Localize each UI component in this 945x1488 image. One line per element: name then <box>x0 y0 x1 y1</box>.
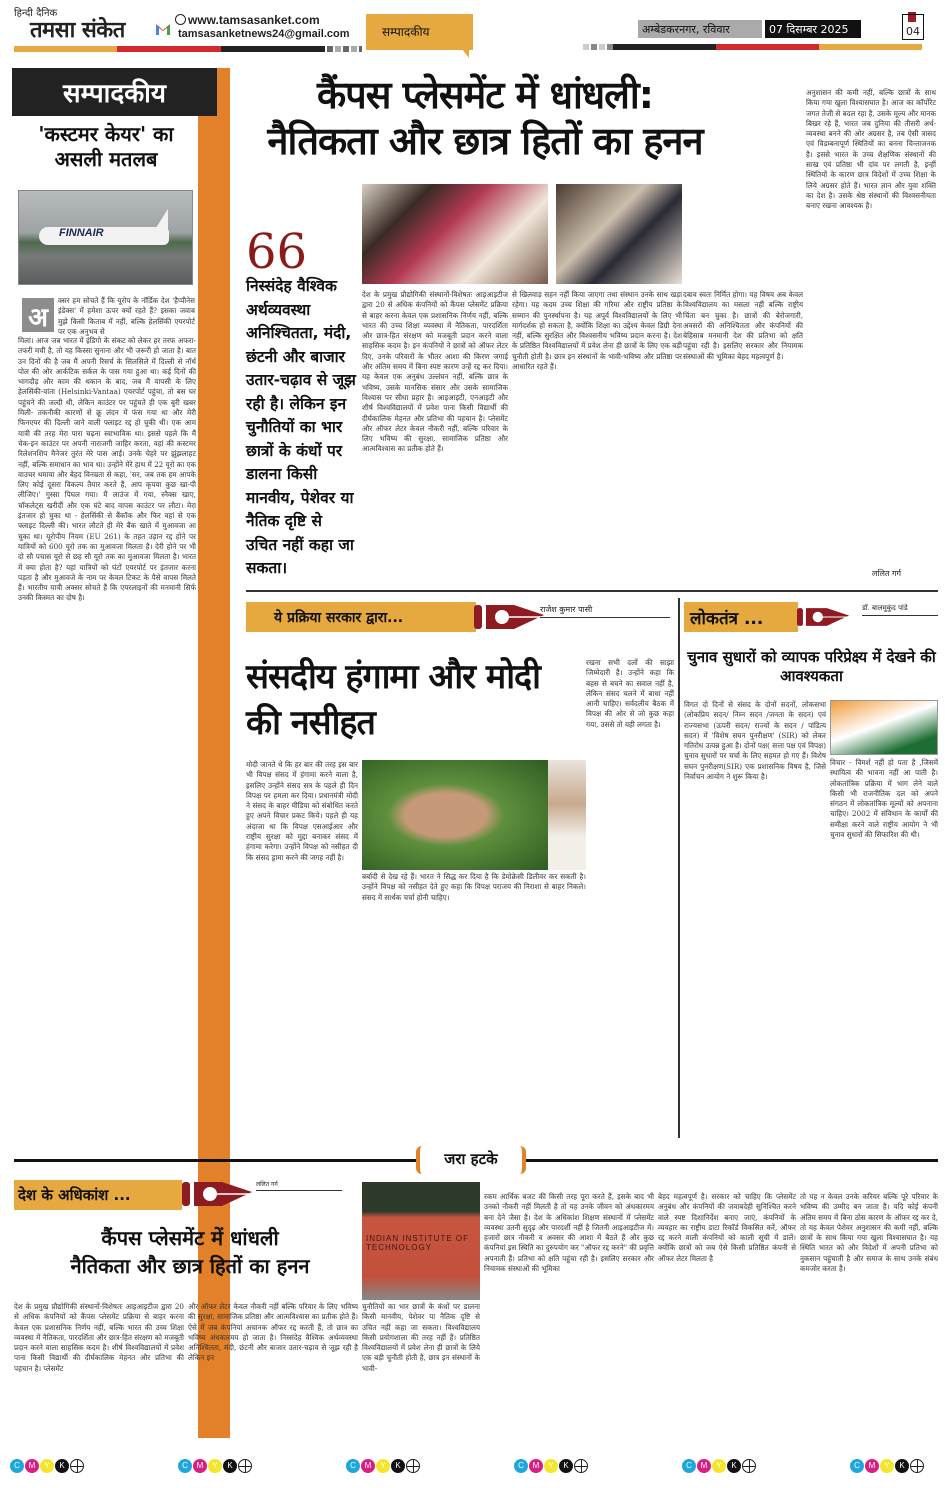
cmyk-dot-c: C <box>10 1459 24 1473</box>
gmail-icon <box>155 22 171 36</box>
cmyk-dot-y: Y <box>880 1459 894 1473</box>
bottom-col-4: रकम आर्थिक बजट की किसी तरह पूरा करते हैं, इसके बाद भी उनको नौकरी नहीं मिलती है तो यह उनके जीवन को अंधकारमय बना देने जैसा है। देश के अधिकांश शिक्षण संस्थानों में प्लेसमेंट व्यवस्था उतनी सुदृढ़ और पारदर्शी नहीं है जितनी आइआइटीज में। हजारों छात्र नौकरी व अवसर की आशा में बैठते हैं और कुछ कंपनियां इस स्थिति का दुरुपयोग कर "ऑफर रद्द करने" की प्रवृत्ति अपनाती हैं। प्रतिभा को क्षति पहुंचा रही है। इसलिए सरकार और नियामक संस्थाओं की भूमिका <box>484 1192 654 1274</box>
main-col-4: अनुशासन की कमी नहीं, बल्कि छात्रों के साथ किया गया खुला विश्वासघात है। आज का कॉर्पोरेट जगत तेजी से बदल रहा है, उसके मूल्य और मानक बिखर रहे हैं, भारत जब दुनिया की तीसरी अर्थ-व्यवस्था बनने की ओर अग्रसर है, तब ऐसी त्रासद एवं विडम्बनापूर्ण स्थितियों का बनना चिन्ताजनक है। इससे भारत के उच्च शैक्षणिक संस्थानों की साख एवं प्रतिष्ठा भी दांव पर लगती है, इन्हीं स्थितियों के कारण छात्र विदेशों में उच्च शिक्षा के लिये अग्रसर होते हैं। भारत ज्ञान और युवा शक्ति का देश है। उसके श्रेष्ठ संस्थानों की विश्वसनीयता बनाए रखना आवश्यक है। <box>806 88 936 211</box>
modi-portrait-image <box>548 760 586 870</box>
cmyk-dot-y: Y <box>40 1459 54 1473</box>
cmyk-dot-k: K <box>391 1459 405 1473</box>
cmyk-mark <box>10 1458 84 1474</box>
cmyk-dot-m: M <box>25 1459 39 1473</box>
main-byline: ललित गर्ग <box>872 569 902 578</box>
section-tab: सम्पादकीय <box>366 14 473 50</box>
cmyk-dot-k: K <box>895 1459 909 1473</box>
masthead-bar-yellow <box>14 46 117 52</box>
registration-crosshair-icon <box>574 1459 588 1473</box>
parliament-tag: ये प्रक्रिया सरकार द्वारा... <box>246 602 476 632</box>
parliament-byline: राजेश कुमार पासी <box>540 604 670 618</box>
main-headline-line1: कैंपस प्लेसमेंट में धांधली: <box>317 73 653 117</box>
registration-crosshair-icon <box>70 1459 84 1473</box>
main-col-3: दबाव स्वतः निर्मित होगा। यह विषय अब केवल विश्वविद्यालय का मसला नहीं बल्कि राष्ट्रीय चिंता बन चुका है। छात्रों की बेरोजगारी, अवसरों की अनिश्चितता और कंपनियों की बेहिसाब मनमानी देश की प्रतिभा को क्षति पहुंचा रही है। इसलिए सरकार और नियामक संस्थाओं की भूमिका बेहद महत्वपूर्ण है। <box>683 290 803 361</box>
registration-crosshair-icon <box>910 1459 924 1473</box>
cmyk-dot-c: C <box>682 1459 696 1473</box>
cmyk-dot-k: K <box>559 1459 573 1473</box>
election-tag: लोकतंत्र ... <box>684 602 798 632</box>
cmyk-dot-y: Y <box>208 1459 222 1473</box>
registration-crosshair-icon <box>742 1459 756 1473</box>
masthead-bar-gray-blocks <box>327 46 362 52</box>
website-link[interactable] <box>175 13 320 27</box>
website-text: www.tamsasanket.com <box>188 13 320 27</box>
parliament-col-1: मोदी जानते थे कि हर बार की तरह इस बार भी विपक्ष संसद में हंगामा करने वाला है, इसलिए उन्होंने संसद सत्र के पहले ही दिन विपक्ष पर हमला कर दिया। प्रधानमंत्री मोदी ने संसद के बाहर मीडिया को संबोधित करते हुए अपने विचार प्रकट किये। पहले ही यह अंदाजा था कि विपक्ष एसआईआर और राष्ट्रीय सुरक्षा को मुद्दा बनाकर संसद में हंगामा करेगा। उन्होंने विपक्ष को नसीहत दी कि संसद ड्रामा करने की जगह नहीं है। <box>246 760 358 862</box>
cmyk-dot-c: C <box>850 1459 864 1473</box>
main-col-1: देश के प्रमुख प्रौद्योगिकी संस्थानों-विशेषतः आइआइटीज द्वारा 20 से अधिक कंपनियों को कैंपस प्लेसमेंट प्रक्रिया से बाहर करना केवल एक प्रशासनिक निर्णय नहीं, बल्कि भारत की उच्च शिक्षा व्यवस्था में नैतिकता, पारदर्शिता और छात्र-हित संरक्षण को मजबूती प्रदान करने वाला साहसिक कदम है। इन कंपनियों ने छात्रों को ऑफर लेटर दिए, उनके परिवारों के भीतर आशा की किरण जगाई और अंतिम समय में बिना स्पष्ट कारण उन्हें रद्द कर दिया। यह केवल एक अनुबंध उल्लंघन नहीं, बल्कि छात्र के भविष्य, उसके मानसिक संसार और उसके सामाजिक विश्वास पर सीधा प्रहार है। आइआइटी, एनआइटी और शीर्ष विश्वविद्यालयों में प्रवेश पाना किसी विद्यार्थी की दीर्घकालिक मेहनत और प्रतिभा की पहचान है। प्लेसमेंट और ऑफर लेटर केवल नौकरी नहीं, बल्कि परिवार के लिए भविष्य की सुरक्षा, सामाजिक प्रतिष्ठा और आत्मविश्वास का प्रतीक होते हैं। <box>362 290 508 454</box>
voting-ink-image <box>830 700 938 755</box>
finnair-plane-image <box>18 190 193 285</box>
cmyk-dot-k: K <box>55 1459 69 1473</box>
masthead-bar-red <box>117 46 221 52</box>
masthead-bar-yellow-right <box>819 44 922 50</box>
bottom-col-2: और ऑफर लेटर केवल नौकरी नहीं बल्कि परिवार के लिए भविष्य की सुरक्षा, सामाजिक प्रतिष्ठा और आत्मविश्वास का प्रतीक होते हैं। ऐसे में जब कंपनियां अचानक ऑफर रद्द करती हैं, तो छात्र का भविष्य अंधकारमय हो जाता है। निस्संदेह वैश्विक अर्थव्यवस्था अनिश्चितता, मंदी, छंटनी और बाजार उतार-चढ़ाव से जूझ रही है लेकिन इन <box>188 1302 358 1363</box>
parliament-building-image <box>362 760 548 870</box>
bottom-col-1: देश के प्रमुख प्रौद्योगिकी संस्थानों-विशेषतः आइआइटीज द्वारा 20 से अधिक कंपनियों को कैंपस प्लेसमेंट प्रक्रिया से बाहर करना केवल एक प्रशासनिक निर्णय नहीं, बल्कि भारत की उच्च शिक्षा व्यवस्था में नैतिकता, पारदर्शिता और छात्र-हित संरक्षण को मजबूती प्रदान करने वाला साहसिक कदम है। शीर्ष विश्वविद्यालयों में प्रवेश पाना किसी विद्यार्थी की दीर्घकालिक मेहनत और प्रतिभा की पहचान है। प्लेसमेंट <box>14 1302 184 1373</box>
editorial-label: सम्पादकीय <box>12 68 217 116</box>
newspaper-name: तमसा संकेत <box>30 18 125 43</box>
column-divider <box>678 598 680 1138</box>
students-photo-2 <box>556 184 682 284</box>
cmyk-mark <box>514 1458 588 1474</box>
page-number: 04 <box>902 14 924 40</box>
plane-livery-text: FINNAIR <box>59 227 104 239</box>
globe-icon <box>175 14 186 25</box>
left-intro-text: क्सर हम सोचते हैं कि यूरोप के नॉर्डिक देश 'हैप्पीनेस इंडेक्स' में हमेशा ऊपर क्यों रहते हैं? इसका जवाब मुझे किसी किताब में नहीं, बल्कि हेलसिंकी एयरपोर्ट पर एक अनुभव से <box>58 296 195 336</box>
parliament-col-2: बर्बादी से देख रहे हैं। भारत ने सिद्ध कर दिया है कि डेमोक्रेसी डिलीवर कर सकती है। उन्होंने विपक्ष को नसीहत देते हुए कहा कि विपक्ष पराजय की निराशा से बाहर निकले। संसद में सार्थक चर्चा होनी चाहिए। <box>362 872 586 902</box>
cmyk-dot-m: M <box>529 1459 543 1473</box>
cmyk-dot-m: M <box>193 1459 207 1473</box>
email-link[interactable]: tamsasanketnews24@gmail.com <box>178 28 350 40</box>
cmyk-dot-c: C <box>346 1459 360 1473</box>
bottom-headline-line1: कैंपस प्लेसमेंट में धांधली <box>101 1226 279 1250</box>
cmyk-dot-k: K <box>223 1459 237 1473</box>
left-headline[interactable]: 'कस्टमर केयर' का असली मतलब <box>38 122 174 171</box>
bottom-col-6: तो यह न केवल उनके करियर बल्कि पूरे परिवार के भविष्य की उम्मीद बन जाता है। यदि कोई कंपनी अंतिम समय में बिना ठोस कारण के ऑफर रद्द कर दे, तो यह केवल पेशेवर अनुशासन की कमी नहीं, बल्कि छात्रों के साथ किया गया खुला विश्वासघात है। यह स्थिति भारत को और विदेशों में अपनी प्रतिभा को नुकसान पहुंचाती है और समाज के साथ उनके संबंध कमजोर करता है। <box>800 1192 938 1274</box>
main-headline-line2: नैतिकता और छात्र हितों का हनन <box>267 119 703 163</box>
students-photo <box>362 184 548 284</box>
strip-fill <box>205 280 230 1140</box>
cmyk-dot-y: Y <box>544 1459 558 1473</box>
registration-crosshair-icon <box>406 1459 420 1473</box>
masthead-bar-gray-blocks-right <box>583 44 613 50</box>
cmyk-mark <box>682 1458 756 1474</box>
divider-main <box>246 590 938 592</box>
dropcap: अ <box>22 298 54 332</box>
main-col-2: से खिलवाड़ सहन नहीं किया जाएगा तथा संस्थान उनके साथ खड़ा रहेगा। यह कदम उच्च शिक्षा की गरिमा और राष्ट्रीय प्रतिष्ठा के सम्मान की पुनर्स्थापना है। यह अपूर्व विश्वविद्यालयों के लिए भी मार्गदर्शक हो सकता है, क्योंकि शिक्षा का उद्देश्य केवल डिग्री देना नहीं, बल्कि सुरक्षित और विश्वसनीय भविष्य प्रदान करना है। देश के प्रतिष्ठित विश्वविद्यालयों में प्रवेश लेना ही छात्रों के लिए एक बड़ी चुनौती होती है। छात्र इन संस्थानों के भावी-भविष्य और प्रतिष्ठा पर आधारित रहते हैं। <box>512 290 682 372</box>
election-byline: डॉ. बालमुकुंद पांडे <box>862 604 938 616</box>
cmyk-mark <box>346 1458 420 1474</box>
pen-nib-icon <box>797 603 861 631</box>
plane-tail-shape <box>154 209 168 231</box>
cmyk-mark <box>850 1458 924 1474</box>
cmyk-dot-y: Y <box>712 1459 726 1473</box>
issue-date: 07 दिसम्बर 2025 <box>765 20 861 38</box>
pull-quote: निस्संदेह वैश्विक अर्थव्यवस्था अनिश्चितता, मंदी, छंटनी और बाजार उतार-चढ़ाव से जूझ रही है। लेकिन इन चुनौतियों का भार छात्रों के कंधों पर डालना किसी मानवीय, पेशेवर या नैतिक दृष्टि से उचित नहीं कहा जा सकता। <box>246 277 356 577</box>
left-body-text: मिला। आज जब भारत में इंडिगो के संकट को लेकर हर तरफ अफरा-तफरी मची है, तो यह किस्सा सुनाना और भी जरूरी हो जाता है। बात उन दिनों की है जब मैं अपनी रिसर्च के सिलसिले में दिल्ली से नॉर्थ पोल की ओर आर्कटिक सर्कल के पास गया हुआ था। कई दिनों की भागदौड़ और काम की थकान के बाद, जब मैं वापसी के लिए हेलसिंकी-वांता (Helsinki-Vantaa) एयरपोर्ट पहुंचा, तो बस घर पहुंचने की जल्दी थी, लेकिन काउंटर पर पहुंचते ही एक बुरी खबर मिली- तकनीकी कारणों से क्रू लंदन में फंस गया था और मेरी फिनएयर की दिल्ली जाने वाली फ्लाइट रद्द हो चुकी थी। एक आम यात्री की तरह मेरा पारा चढ़ना स्वाभाविक था। इससे पहले कि मैं चेक-इन काउंटर पर अपनी नाराजगी जाहिर करता, वहां की कस्टमर रिलेशनशिप मैनेजर तुरंत मेरे पास आईं। उनके चेहरे पर झुंझलाहट नहीं, बल्कि समाधान का भाव था। उन्होंने मेरे हाथ में 22 यूरो का एक वाउचर थमाया और बेहद विनम्रता से कहा, 'सर, जब तक हम आपके लिए कोई दूसरा विकल्प तैयार करते हैं, आप कृपया कुछ खा-पी लीजिए।' गुस्सा पिघल गया। मैं लाउंज में गया, स्नैक्स खाए, चॉकलेट्स खरीदीं और एक घंटे बाद वापस काउंटर पर लौटा। मेरा इंतजार हो चुका था - हेलसिंकी से बैंकॉक और फिर वहां से एक फ्लाइट दिल्ली की। भारत लौटते ही मेरे बैंक खाते में मुआवजा आ चुका था। यूरोपीय नियम (EU 261) के तहत उड़ान रद्द होने पर यात्रियों को 600 यूरो तक का मुआवजा मिलता है। देरी होने पर भी दो सौ पचास यूरो से छह सौ यूरो तक का मुआवजा मिलता है। भारत में क्या होता है? यहां यात्रियों को घंटों एयरपोर्ट पर इंतजार करना पड़ता है और मुआवजे के नाम पर केवल टिकट के पैसे वापस मिलते हैं। भारतीय यात्री अक्सर सोचते हैं कि एयरलाइनों की मनमानी सिर्फ उनकी किस्मत का दोष है। <box>18 336 196 603</box>
cmyk-dot-m: M <box>361 1459 375 1473</box>
bottom-headline-line2: नैतिकता और छात्र हितों का हनन <box>70 1254 310 1278</box>
election-col-1: विगत दो दिनों से संसद के दोनों सदनों, लोकसभा (लोकप्रिय सदन/ निम्न सदन /जनता के सदन) एवं राज्यसभा (ऊपरी सदन/ राज्यों के सदन / पांडित्य सदन) में 'विशेष सघन पुनरीक्षण' (SIR) को लेकर गतिरोध उत्पन्न हुआ है। दोनों पक्ष( सत्ता पक्ष एवं विपक्ष) चुनाव सुधारों पर चर्चा के लिए सहमत हो गए हैं। विशेष सघन पुनरीक्षण(SIR) एक प्रशासनिक विषय है, जिसे निर्वाचन आयोग ने शुरू किया है। <box>684 700 826 782</box>
masthead-bar-black <box>221 46 325 52</box>
iit-sign-text: INDIAN INSTITUTE OF TECHNOLOGY <box>366 1234 469 1252</box>
cmyk-dot-k: K <box>727 1459 741 1473</box>
bottom-tag: देश के अधिकांश ... <box>14 1180 182 1210</box>
parliament-headline[interactable]: संसदीय हंगामा और मोदी की नसीहत <box>246 657 540 743</box>
bottom-byline: ललित गर्ग <box>256 1180 342 1191</box>
election-col-2: विचार - विमर्श नहीं हो पता है ,जिसमें स्थायित्व की भावना नहीं आ पाती है। लोकतांत्रिक प्रक्रिया में भाग लेने वाले किसी भी राजनीतिक दल को अपने संगठन में लोकतांत्रिक मूल्यों को अपनाना चाहिए। 2002 में संविधान के कार्यों की समीक्षा करने वाले राष्ट्रीय आयोग ने भी चुनाव सुधारों की सिफारिश की थी। <box>830 758 938 840</box>
registration-crosshair-icon <box>238 1459 252 1473</box>
cmyk-dot-c: C <box>514 1459 528 1473</box>
cmyk-mark <box>178 1458 252 1474</box>
main-headline[interactable] <box>250 72 720 164</box>
section-tab-notch <box>461 48 469 58</box>
cmyk-dot-m: M <box>865 1459 879 1473</box>
place-day: अम्बेडकरनगर, रविवार <box>638 20 762 38</box>
quote-icon: 66 <box>246 224 308 280</box>
cmyk-dot-c: C <box>178 1459 192 1473</box>
iit-gate-image <box>362 1182 480 1300</box>
parliament-col-3: रखना सभी दलों की साझा जिम्मेदारी है। उन्होंने कहा कि बहस से बचने का सवाल नहीं है, लेकिन संसद चलने में बाधा नहीं आनी चाहिए। सर्वदलीय बैठक में विपक्ष की ओर से जो कुछ कहा गया, उससे तो यही लगता है। <box>586 658 674 729</box>
bottom-headline[interactable] <box>30 1224 350 1280</box>
masthead-tagline: हिन्दी दैनिक <box>14 8 58 19</box>
bottom-col-5: बेहद महत्वपूर्ण है। सरकार को चाहिए कि प्लेसमेंट अनुबंध और कंपनियों की जवाबदेही सुनिश्चित करने वाले स्पष्ट दिशानिर्देश बनाए जाएं, कंपनियों के व्यवहार का राष्ट्रीय डाटा रिकॉर्ड विकसित करें, ऑफर रद्द करने वाली कंपनियों को काली सूची में डालें। क्योंकि छात्रों को जब ऐसे किसी प्रतिष्ठित कंपनी से ऑफर लेटर मिलता है <box>658 1192 796 1263</box>
election-headline[interactable]: चुनाव सुधारों को व्यापक परिप्रेक्ष्य में देखने की आवश्यकता <box>687 648 936 685</box>
masthead-bar-red-right <box>716 44 819 50</box>
cmyk-dot-y: Y <box>376 1459 390 1473</box>
masthead-bar-black-right <box>613 44 716 50</box>
zara-hatke-label: जरा हटके <box>416 1146 526 1174</box>
cmyk-dot-m: M <box>697 1459 711 1473</box>
bottom-col-3: चुनौतियों का भार छात्रों के कंधों पर डालना किसी मानवीय, पेशेवर या नैतिक दृष्टि से उचित नहीं कहा जा सकता। विश्वविद्यालय किसी प्रयोगशाला की तरह नहीं हैं। प्रतिष्ठित विश्वविद्यालयों में प्रवेश लेना ही छात्रों के लिये एक बड़ी चुनौती होती है, छात्र इन संस्थानों के भावी- <box>362 1302 480 1373</box>
